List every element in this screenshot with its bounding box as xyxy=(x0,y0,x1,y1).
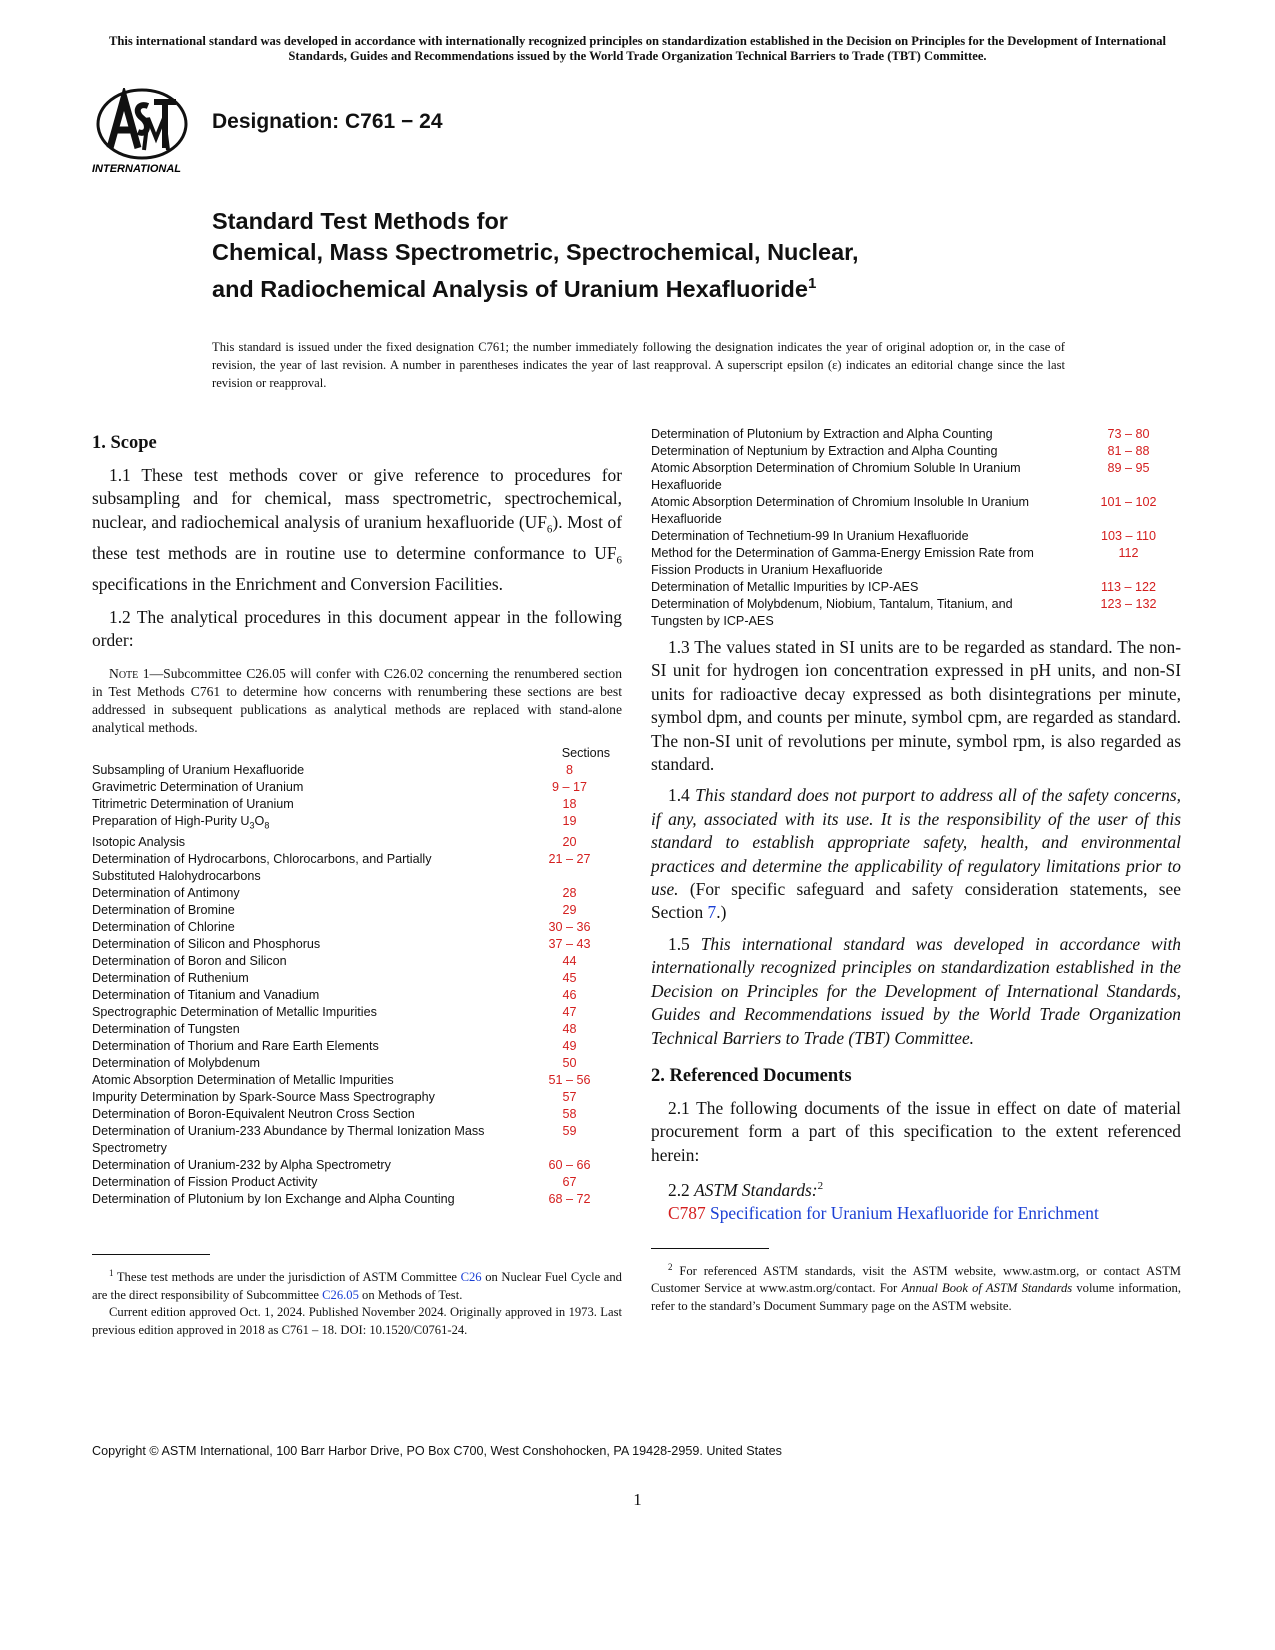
refdocs-heading: 2. Referenced Documents xyxy=(651,1065,852,1086)
toc-left-row xyxy=(92,1055,622,1072)
toc-right-row xyxy=(651,596,1181,630)
toc-left-row xyxy=(92,953,622,970)
title-line-3 xyxy=(212,268,859,305)
toc-left-row xyxy=(92,902,622,919)
toc-section-link[interactable]: 50 xyxy=(562,1056,577,1071)
toc-section-link[interactable]: 28 xyxy=(562,886,577,901)
toc-right-row xyxy=(651,443,1181,460)
toc-section-link[interactable]: 103 – 110 xyxy=(1100,529,1157,543)
title-footnote-ref[interactable]: 1 xyxy=(807,275,817,292)
toc-left-row xyxy=(92,1004,622,1021)
copyright: Copyright © ASTM International, 100 Barr Harbor Drive, PO Box C700, West Conshohocken, PA 19428-2959. United States xyxy=(92,1444,782,1458)
link-c26[interactable]: C26 xyxy=(460,1270,482,1285)
toc-title: Determination of Molybdenum, Niobium, Tantalum, Titanium, and Tungsten by ICP-AES xyxy=(651,597,1013,628)
toc-section-link[interactable]: 37 – 43 xyxy=(548,937,591,952)
toc-section-link[interactable]: 68 – 72 xyxy=(548,1192,591,1207)
toc-title: Determination of Boron and Silicon xyxy=(92,954,287,969)
toc-right-row xyxy=(651,460,1181,494)
para-1-5: 1.5 This international standard was developed in accordance with internationally recognized principles on standardization established in the Decision on Principles for the Development of International Standards, Guides and Recommendations issued by the World Trade Organization Technical Barriers to Trade (TBT) Committee. xyxy=(651,933,1181,1048)
footnote-1: $^1$ These test methods are under the jurisdiction of ASTM Committee C26 on Nuclear Fuel Cycle and are the direct responsibility of Subcommittee C26.05 on Methods of Test. xyxy=(92,1268,622,1302)
toc-left-row xyxy=(92,919,622,936)
toc-section-link[interactable]: 81 – 88 xyxy=(1107,444,1150,458)
note-1 xyxy=(92,665,622,737)
toc-left-rows xyxy=(92,762,622,1209)
toc-left-row xyxy=(92,851,622,885)
toc-section-link[interactable]: 48 xyxy=(562,1022,577,1037)
toc-left-row xyxy=(92,762,622,779)
toc-left-row xyxy=(92,1021,622,1038)
toc-right-row xyxy=(651,426,1181,443)
toc-section-link[interactable]: 9 – 17 xyxy=(551,779,587,794)
toc-title: Atomic Absorption Determination of Chromium Soluble In Uranium Hexafluoride xyxy=(651,461,1021,492)
toc-left-row xyxy=(92,987,622,1004)
toc-left-row xyxy=(92,834,622,851)
toc-title: Atomic Absorption Determination of Metallic Impurities xyxy=(92,1073,394,1088)
toc-left-row xyxy=(92,1038,622,1055)
toc-right-row xyxy=(651,494,1181,528)
note-label: Note 1 xyxy=(109,665,150,681)
title-line-3-text: and Radiochemical Analysis of Uranium Hexafluoride xyxy=(212,275,808,302)
toc-title: Titrimetric Determination of Uranium xyxy=(92,796,294,811)
toc-section-link[interactable]: 49 xyxy=(562,1039,577,1054)
toc-left-row xyxy=(92,885,622,902)
toc-title: Determination of Technetium-99 In Uranium Hexafluoride xyxy=(651,529,969,543)
para-2-1: 2.1 The following documents of the issue in effect on date of material procurement form a part of this specification to the extent referenced herein: xyxy=(651,1097,1181,1165)
toc-title: Preparation of High-Purity $U_3O_8$ xyxy=(92,813,270,831)
toc-section-link[interactable]: 123 – 132 xyxy=(1100,597,1157,611)
toc-sections-header: Sections xyxy=(561,745,610,760)
toc-left-row xyxy=(92,779,622,796)
toc-title: Atomic Absorption Determination of Chromium Insoluble In Uranium Hexafluoride xyxy=(651,495,1029,526)
toc-right-row xyxy=(651,579,1181,596)
toc-title: Determination of Thorium and Rare Earth Elements xyxy=(92,1039,379,1054)
toc-title: Determination of Boron-Equivalent Neutron Cross Section xyxy=(92,1107,415,1122)
toc-left-row xyxy=(92,1157,622,1174)
toc-left-row xyxy=(92,936,622,953)
toc-left xyxy=(92,745,622,1209)
para-1-1: 1.1 These test methods cover or give reference to procedures for subsampling and for chemical, mass spectrometric, spectrochemical, nuclear, and radiochemical analysis of uranium hexafluoride $(UF_6)$. Most of these test methods are in routine use to determine conformance to $UF_6$ specifications in the Enrichment and Conversion Facilities. xyxy=(92,465,622,594)
toc-section-link[interactable]: 60 – 66 xyxy=(548,1158,591,1173)
toc-right-row xyxy=(651,528,1181,545)
toc-left-row xyxy=(92,970,622,987)
note-text: —Subcommittee C26.05 will confer with C26.02 concerning the renumbered section in Test Methods C761 to determine how concerns with renumbering these sections are best addressed in subsequent publications as analytical methods are replaced with stand-alone analytical methods. xyxy=(92,665,622,735)
toc-title: Determination of Molybdenum xyxy=(92,1056,260,1071)
toc-title: Determination of Neptunium by Extraction and Alpha Counting xyxy=(651,444,998,458)
para-1-2: 1.2 The analytical procedures in this document appear in the following order: xyxy=(92,606,622,651)
toc-title: Determination of Plutonium by Ion Exchange and Alpha Counting xyxy=(92,1192,455,1207)
title-line-2: Chemical, Mass Spectrometric, Spectrochemical, Nuclear, xyxy=(212,239,859,265)
toc-right-rows xyxy=(651,426,1181,630)
para-2-2: 2.2 ASTM Standards:$^2$ xyxy=(668,1179,824,1200)
astm-logo-icon xyxy=(90,88,198,176)
toc-section-link[interactable]: 29 xyxy=(562,903,577,918)
footnote-rule-2 xyxy=(651,1248,769,1249)
toc-section-link[interactable]: 20 xyxy=(562,835,577,850)
toc-title: Determination of Tungsten xyxy=(92,1022,240,1037)
ref-title[interactable]: Specification for Uranium Hexafluoride for Enrichment xyxy=(710,1203,1099,1224)
toc-section-link[interactable]: 59 xyxy=(562,1124,577,1139)
toc-left-row xyxy=(92,1072,622,1089)
footnote-rule xyxy=(92,1254,210,1255)
toc-title: Determination of Silicon and Phosphorus xyxy=(92,937,321,952)
toc-section-link[interactable]: 58 xyxy=(562,1107,577,1122)
toc-right-row xyxy=(651,545,1181,579)
footnotes-left xyxy=(92,1254,622,1339)
toc-title: Isotopic Analysis xyxy=(92,835,186,850)
toc-section-link[interactable]: 21 – 27 xyxy=(548,852,591,867)
toc-title: Determination of Plutonium by Extraction and Alpha Counting xyxy=(651,427,993,441)
toc-title: Determination of Fission Product Activity xyxy=(92,1175,318,1190)
toc-left-row xyxy=(92,1106,622,1123)
toc-section-link[interactable]: 67 xyxy=(562,1175,577,1190)
ref-c787[interactable] xyxy=(651,1202,1181,1225)
toc-section-link[interactable]: 45 xyxy=(562,971,577,986)
toc-title: Determination of Titanium and Vanadium xyxy=(92,988,320,1003)
para-1-3: 1.3 The values stated in SI units are to be regarded as standard. The non-SI unit for hydrogen ion concentration expressed in pH units, and non-SI units for radioactive decay expressed as both disintegrations per minute, symbol dpm, and counts per minute, symbol cpm, are regarded as standard. The non-SI unit of revolutions per minute, symbol rpm, is also regarded as standard. xyxy=(651,637,1181,775)
issued-note: This standard is issued under the fixed designation C761; the number immediately following the designation indicates the year of original adoption or, in the case of revision, the year of last revision. A number in parentheses indicates the year of last reapproval. A superscript epsilon (ε) indicates an editorial change since the last revision or reapproval. xyxy=(212,340,1065,390)
toc-section-link[interactable]: 101 – 102 xyxy=(1100,495,1157,509)
toc-section-link[interactable]: 57 xyxy=(562,1090,577,1105)
toc-title: Method for the Determination of Gamma-Energy Emission Rate from Fission Products in Uranium Hexafluoride xyxy=(651,546,1034,577)
toc-section-link[interactable]: 89 – 95 xyxy=(1107,461,1150,475)
left-column xyxy=(92,433,622,1339)
link-section-7[interactable]: 7 xyxy=(707,902,717,923)
toc-left-row xyxy=(92,1089,622,1106)
toc-section-link[interactable]: 44 xyxy=(562,954,577,969)
toc-title: Subsampling of Uranium Hexafluoride xyxy=(92,762,305,777)
toc-title: Spectrographic Determination of Metallic Impurities xyxy=(92,1005,377,1020)
toc-section-link[interactable]: 112 xyxy=(1118,546,1139,560)
toc-left-row xyxy=(92,813,622,835)
toc-section-link[interactable]: 73 – 80 xyxy=(1107,427,1150,441)
ref-code[interactable]: C787 xyxy=(668,1203,706,1224)
toc-left-row xyxy=(92,1191,622,1208)
right-column xyxy=(651,426,1181,1315)
designation: Designation: C761 − 24 xyxy=(212,110,443,133)
toc-section-link[interactable]: 113 – 122 xyxy=(1100,580,1157,594)
toc-title: Determination of Uranium-233 Abundance by Thermal Ionization Mass Spectrometry xyxy=(92,1124,485,1156)
scope-heading: 1. Scope xyxy=(92,433,157,453)
toc-section-link[interactable]: 46 xyxy=(562,988,577,1003)
toc-title: Determination of Uranium-232 by Alpha Spectrometry xyxy=(92,1158,391,1173)
wto-notice: This international standard was developed in accordance with internationally recognized principles on standardization established in the Decision on Principles for the Development of International Standards, Guides and Recommendations issued by the World Trade Organization Technical Barriers to Trade (TBT) Committee. xyxy=(108,34,1167,63)
toc-title: Determination of Antimony xyxy=(92,886,240,901)
toc-title: Gravimetric Determination of Uranium xyxy=(92,779,304,794)
toc-section-link[interactable]: 47 xyxy=(562,1005,577,1020)
toc-title: Determination of Hydrocarbons, Chlorocarbons, and Partially Substituted Halohydrocarbons xyxy=(92,852,432,884)
toc-title: Impurity Determination by Spark-Source Mass Spectrography xyxy=(92,1090,435,1105)
page-number: 1 xyxy=(633,1490,642,1509)
toc-title: Determination of Chlorine xyxy=(92,920,235,935)
logo-wordmark: INTERNATIONAL xyxy=(92,163,182,175)
toc-left-row xyxy=(92,1123,622,1157)
toc-left-row xyxy=(92,796,622,813)
toc-section-link[interactable]: 51 – 56 xyxy=(548,1073,591,1088)
footnotes-right xyxy=(651,1248,1181,1316)
toc-title: Determination of Metallic Impurities by ICP-AES xyxy=(651,580,919,594)
toc-section-link[interactable]: 8 xyxy=(565,762,573,777)
footnote-2: $^2$ For referenced ASTM standards, visit the ASTM website, www.astm.org, or contact ASTM Customer Service at www.astm.org/contact. For Annual Book of ASTM Standards volume information, refer to the standard’s Document Summary page on the ASTM website. xyxy=(651,1261,1181,1313)
document-title xyxy=(212,206,859,305)
title-line-1: Standard Test Methods for xyxy=(212,208,508,234)
astm-logo xyxy=(90,88,198,176)
link-c26-05[interactable]: C26.05 xyxy=(322,1287,359,1302)
toc-title: Determination of Ruthenium xyxy=(92,971,249,986)
toc-title: Determination of Bromine xyxy=(92,903,235,918)
toc-section-link[interactable]: 19 xyxy=(562,813,577,828)
toc-left-row xyxy=(92,1174,622,1191)
footnote-1-edition: Current edition approved Oct. 1, 2024. Published November 2024. Originally approved in 1973. Last previous edition approved in 2018 as C761 – 18. DOI: 10.1520/C0761-24. xyxy=(92,1305,622,1337)
toc-section-link[interactable]: 30 – 36 xyxy=(548,920,591,935)
toc-right xyxy=(651,426,1181,630)
para-1-4: 1.4 This standard does not purport to address all of the safety concerns, if any, associated with its use. It is the responsibility of the user of this standard to establish appropriate safety, health, and environmental practices and determine the applicability of regulatory limitations prior to use. (For specific safeguard and safety consideration statements, see Section 7.) xyxy=(651,785,1181,923)
toc-section-link[interactable]: 18 xyxy=(562,796,577,811)
